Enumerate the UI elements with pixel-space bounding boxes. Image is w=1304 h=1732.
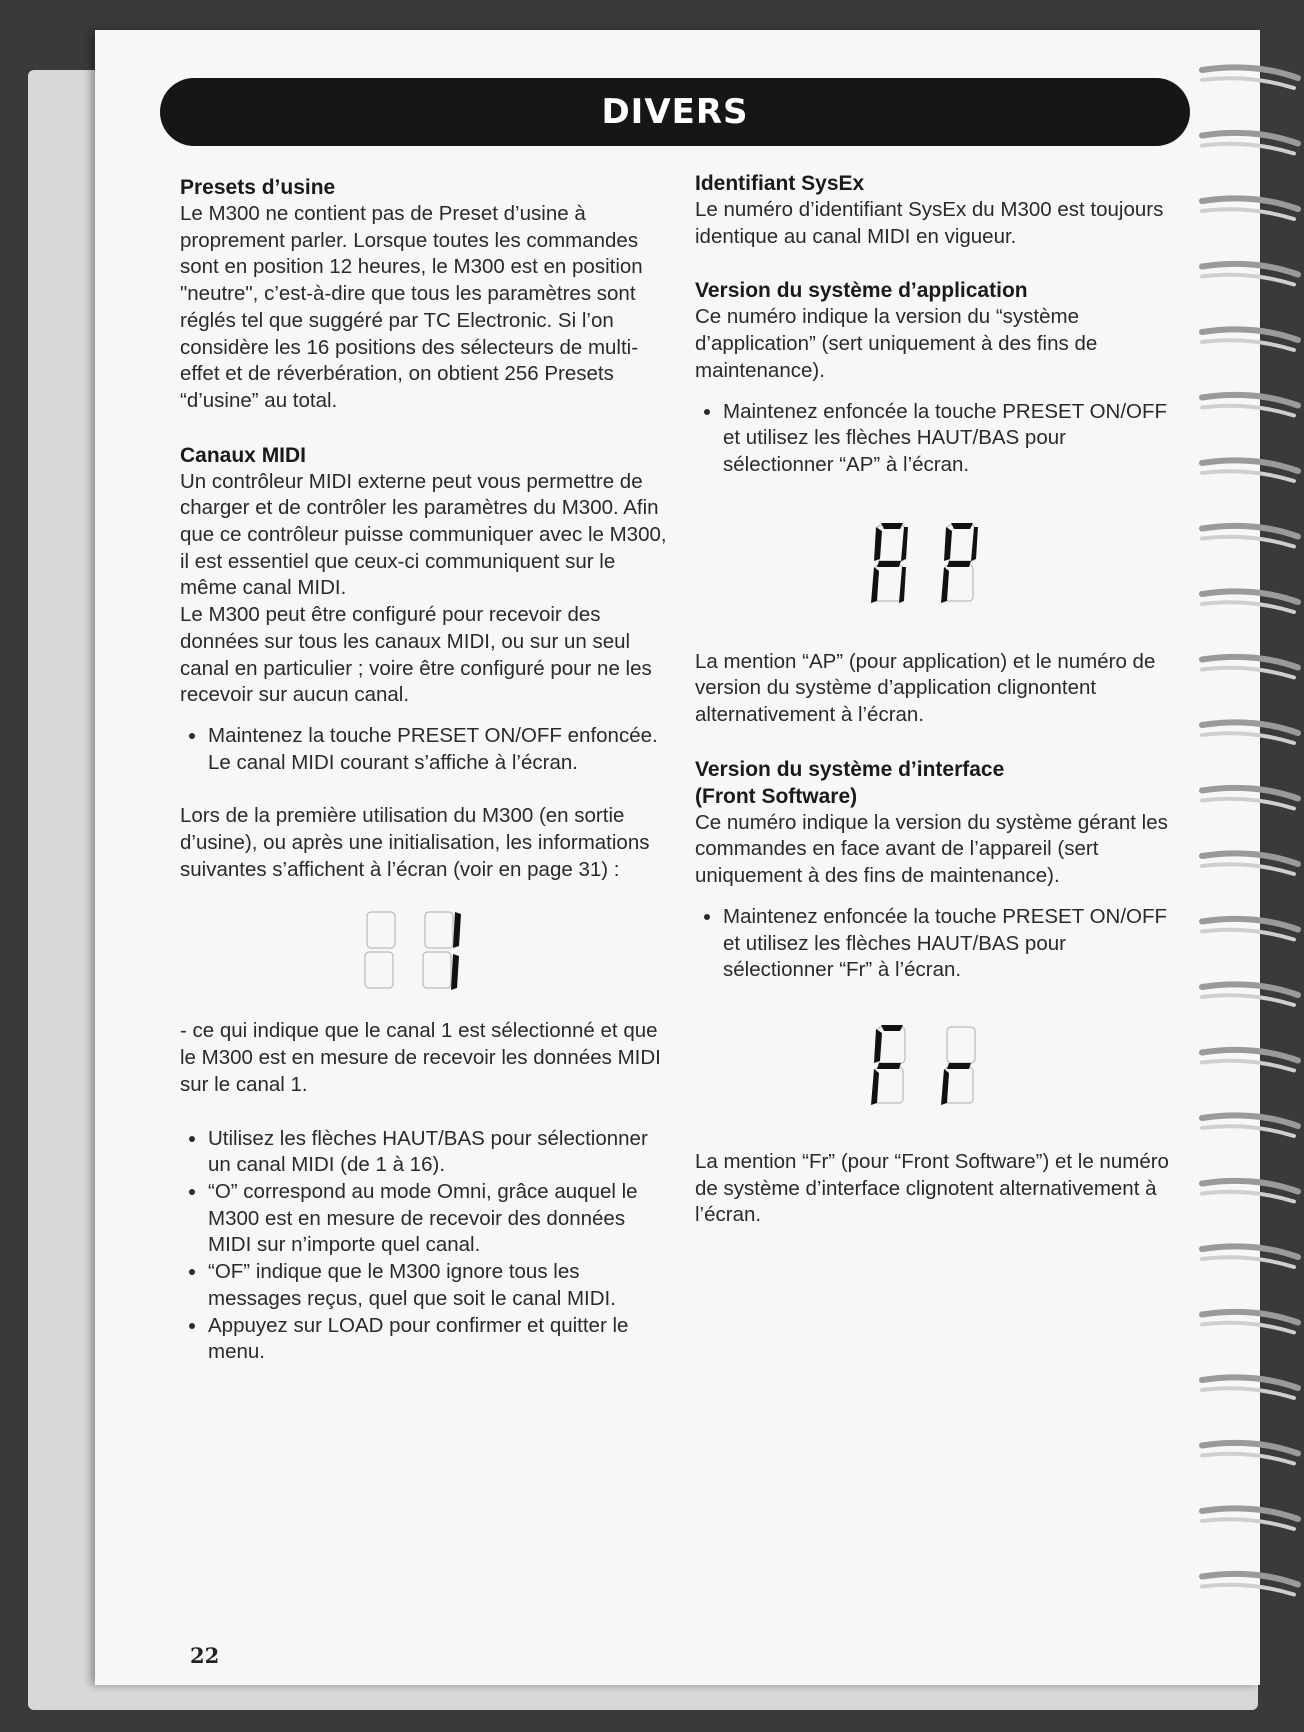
section-title: DIVERS — [601, 92, 749, 132]
spiral-coil — [1202, 1454, 1294, 1464]
list-item: • Maintenez la touche PRESET ON/OFF enfoncée. Le canal MIDI courant s’affiche à l’écran. — [208, 723, 670, 776]
spiral-coil — [1202, 1377, 1298, 1388]
canaux-text-4: - ce qui indique que le canal 1 est sélectionné et que le M300 est en mesure de recevoir les données MIDI sur le canal 1. — [180, 1019, 661, 1096]
spiral-coil — [1202, 1126, 1294, 1136]
spiral-coil — [1202, 264, 1298, 275]
spiral-coil — [1202, 1192, 1294, 1202]
presets-heading: Presets d’usine — [180, 176, 336, 199]
presets-text: Le M300 ne contient pas de Preset d’usine à proprement parler. Lorsque toutes les commandes sont en position 12 heures, le M300 est en position "neutre", c’est-à-dire que tous les paramètres sont réglés tel que suggéré par TC Electronic. Si l’on considère les 16 positions des sélecteurs de multi-effet et de réverbération, on obtient 256 Presets “d’usine” au total. — [180, 202, 643, 412]
spiral-coil — [1202, 537, 1294, 547]
spiral-coil — [1202, 864, 1294, 874]
list-item: • Utilisez les flèches HAUT/BAS pour sélectionner un canal MIDI (de 1 à 16). — [208, 1126, 670, 1179]
seven-segment-01 — [355, 906, 495, 996]
spiral-coil — [1202, 799, 1294, 809]
spiral-coil — [1202, 406, 1294, 416]
lcd-display-fr — [695, 984, 1175, 1149]
interface-subheading: (Front Software) — [695, 784, 858, 808]
canaux-text-3: Lors de la première utilisation du M300 (en sortie d’usine), ou après une initialisation, les informations suivantes s’affichent à l’écran (voir en page 31) : — [180, 804, 650, 881]
spiral-coil — [1202, 930, 1294, 940]
canaux-text-2: Le M300 peut être configuré pour recevoir des données sur tous les canaux MIDI, ou sur un seul canal en particulier ; voire être configuré pour ne les recevoir sur aucun canal. — [180, 603, 652, 707]
sysex-heading: Identifiant SysEx — [695, 172, 865, 195]
spiral-coil — [1202, 1508, 1298, 1519]
application-text: Ce numéro indique la version du “système d’application” (sert uniquement à des fins de maintenance). — [695, 305, 1098, 382]
spiral-coil — [1202, 788, 1298, 799]
spiral-coil — [1202, 591, 1298, 602]
spiral-coil — [1202, 1574, 1298, 1585]
spiral-binding — [1194, 60, 1304, 1640]
sysex-text: Le numéro d’identifiant SysEx du M300 est toujours identique au canal MIDI en vigueur. — [695, 198, 1164, 248]
list-item: • Maintenez enfoncée la touche PRESET ON/OFF et utilisez les flèches HAUT/BAS pour sélectionner “AP” à l’écran. — [723, 399, 1175, 479]
spiral-coil — [1202, 1519, 1294, 1529]
interface-text: Ce numéro indique la version du système gérant les commandes en face avant de l’appareil (sert uniquement à des fins de maintenance). — [695, 810, 1168, 888]
spiral-coil — [1202, 340, 1294, 350]
spiral-coil — [1202, 919, 1298, 930]
spiral-coil — [1202, 853, 1298, 864]
spiral-coil — [1202, 733, 1294, 743]
spiral-coil — [1202, 209, 1294, 219]
spiral-coil — [1202, 1181, 1298, 1192]
list-item: • Appuyez sur LOAD pour confirmer et quitter le menu. — [208, 1313, 670, 1366]
spiral-coil — [1202, 1323, 1294, 1333]
spiral-coil — [1202, 133, 1298, 144]
page-number: 22 — [190, 1643, 220, 1668]
interface-text-2: La mention “Fr” (pour “Front Software”) et le numéro de système d’interface clignotent alternativement à l’écran. — [695, 1149, 1169, 1227]
spiral-coil — [1202, 984, 1298, 995]
spiral-coil — [1202, 460, 1298, 471]
spiral-coil — [1202, 1115, 1298, 1126]
spiral-coil — [1202, 1443, 1298, 1454]
spiral-coil — [1202, 1061, 1294, 1071]
spiral-coil — [1202, 144, 1294, 154]
spiral-coil — [1202, 1312, 1298, 1323]
spiral-coil — [1202, 668, 1294, 678]
application-heading: Version du système d’application — [695, 279, 1028, 303]
spiral-coil — [1202, 1257, 1294, 1267]
spiral-coil — [1202, 78, 1294, 88]
lcd-display-ap — [695, 479, 1175, 649]
seven-segment-fr — [865, 1021, 1005, 1111]
list-item: • “OF” indique que le M300 ignore tous les messages reçus, quel que soit le canal MIDI. — [208, 1259, 670, 1312]
lcd-display-midi-channel — [180, 883, 670, 1018]
canaux-text-1: Un contrôleur MIDI externe peut vous permettre de charger et de contrôler les paramètres du M300. Afin que ce contrôleur puisse communiquer avec le M300, il est essentiel que ceux-ci communiquent sur le même canal MIDI. — [180, 469, 667, 600]
spiral-coil — [1202, 602, 1294, 612]
list-item: • “O” correspond au mode Omni, grâce auquel le M300 est en mesure de recevoir des données MIDI sur n’importe quel canal. — [208, 1179, 670, 1259]
interface-heading: Version du système d’interface — [695, 757, 1005, 781]
spiral-coil — [1202, 1388, 1294, 1398]
spiral-coil — [1202, 198, 1298, 209]
spiral-coil — [1202, 471, 1294, 481]
left-column — [180, 174, 670, 1366]
spiral-coil — [1202, 995, 1294, 1005]
right-column — [695, 170, 1175, 1229]
interface-bullet-list — [695, 904, 1175, 984]
spiral-coil — [1202, 395, 1298, 406]
canaux-heading: Canaux MIDI — [180, 443, 307, 467]
canaux-bullet-list-1 — [180, 723, 670, 776]
canaux-bullet-list-2 — [180, 1126, 670, 1366]
spiral-coil — [1202, 657, 1298, 668]
spiral-coil — [1202, 1050, 1298, 1061]
spiral-coil — [1202, 1246, 1298, 1257]
seven-segment-ap — [865, 519, 1005, 609]
spiral-coil — [1202, 67, 1298, 78]
application-text-2: La mention “AP” (pour application) et le numéro de version du système d’application clignontent alternativement à l’écran. — [695, 649, 1156, 727]
spiral-coil — [1202, 275, 1294, 285]
spiral-coil — [1202, 329, 1298, 340]
application-bullet-list — [695, 399, 1175, 479]
spiral-coil — [1202, 1585, 1294, 1595]
list-item: • Maintenez enfoncée la touche PRESET ON/OFF et utilisez les flèches HAUT/BAS pour sélectionner “Fr” à l’écran. — [723, 904, 1175, 984]
section-banner — [160, 78, 1190, 146]
spiral-coil — [1202, 722, 1298, 733]
spiral-coil — [1202, 526, 1298, 537]
